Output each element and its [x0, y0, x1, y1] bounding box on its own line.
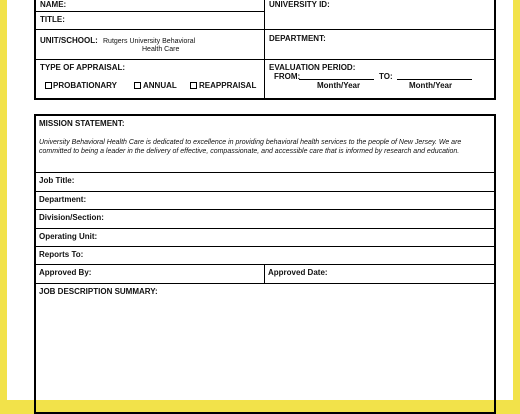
job-title-label: Job Title: — [39, 176, 75, 185]
evaluation-period-label: EVALUATION PERIOD: — [269, 63, 356, 72]
row-line — [36, 172, 494, 173]
division-section-label: Division/Section: — [39, 213, 104, 222]
approved-date-label: Approved Date: — [268, 268, 328, 277]
row-line — [36, 59, 494, 60]
row-line — [36, 29, 494, 30]
from-date-line[interactable] — [299, 79, 374, 80]
job-description-summary-label: JOB DESCRIPTION SUMMARY: — [39, 287, 158, 296]
unit-school-value-line2: Health Care — [142, 46, 180, 53]
month-year-to-label: Month/Year — [409, 81, 453, 90]
row-line — [36, 191, 494, 192]
reappraisal-checkbox[interactable] — [190, 82, 197, 89]
row-line — [36, 209, 494, 210]
approved-by-label: Approved By: — [39, 268, 92, 277]
row-line — [36, 264, 494, 265]
row-line — [36, 228, 494, 229]
unit-school-value-line1: Rutgers University Behavioral — [103, 38, 196, 45]
annual-checkbox[interactable] — [134, 82, 141, 89]
row-line — [36, 246, 494, 247]
department-label-job: Department: — [39, 195, 87, 204]
header-divider — [264, 0, 265, 99]
operating-unit-label: Operating Unit: — [39, 232, 98, 241]
row-line — [36, 11, 264, 12]
to-label: TO: — [379, 72, 393, 81]
approved-divider — [264, 264, 265, 283]
type-of-appraisal-label: TYPE OF APPRAISAL: — [40, 63, 126, 72]
probationary-option-label: PROBATIONARY — [53, 81, 117, 90]
mission-statement-label: MISSION STATEMENT: — [39, 119, 125, 128]
reports-to-label: Reports To: — [39, 250, 84, 259]
name-label: NAME: — [40, 0, 67, 9]
to-date-line[interactable] — [397, 79, 472, 80]
mission-statement-text: University Behavioral Health Care is dedicated to excellence in providing behavioral health services to the people of New Jersey. We are committed to being a leader in the delivery of effective, compassionate, and accessible care that is informed by research and education. — [39, 139, 462, 155]
form-page — [7, 0, 513, 400]
reappraisal-option-label: REAPPRAISAL — [199, 81, 257, 90]
annual-option-label: ANNUAL — [143, 81, 177, 90]
month-year-from-label: Month/Year — [317, 81, 361, 90]
from-label: FROM: — [274, 72, 301, 81]
university-id-label: UNIVERSITY ID: — [269, 0, 330, 9]
row-line — [36, 283, 494, 284]
probationary-checkbox[interactable] — [45, 82, 52, 89]
unit-school-label: UNIT/SCHOOL: — [40, 36, 98, 45]
department-label: DEPARTMENT: — [269, 34, 326, 43]
title-label: TITLE: — [40, 15, 65, 24]
